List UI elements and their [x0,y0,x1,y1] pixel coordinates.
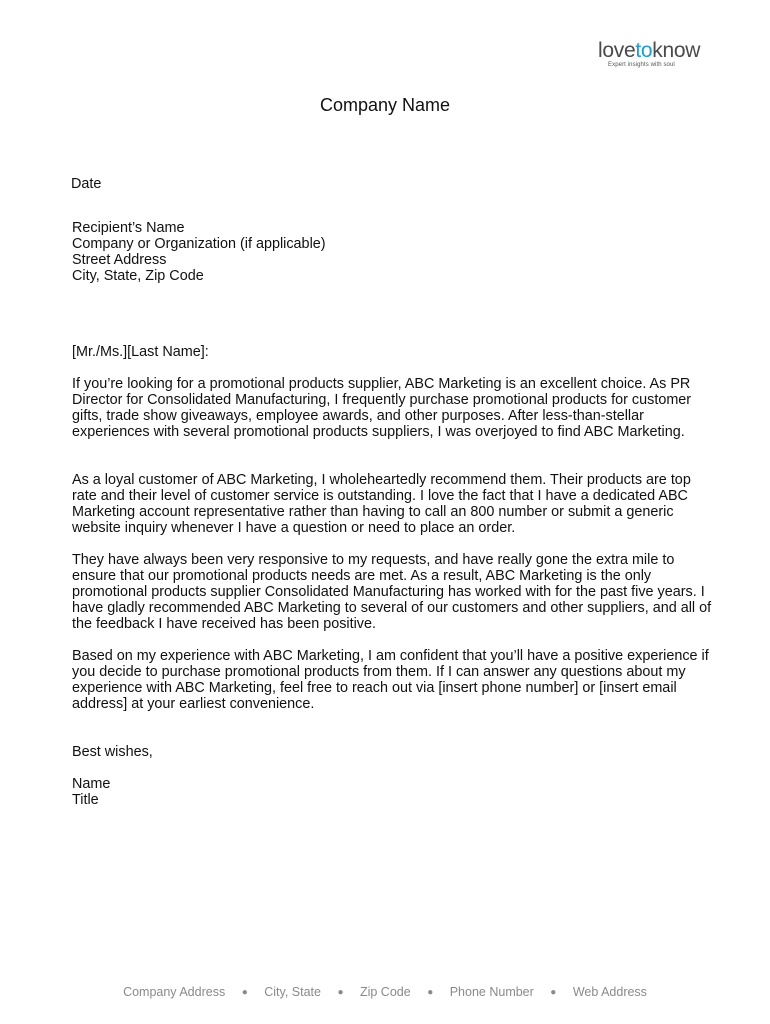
logo-to: to [635,39,653,62]
body-paragraph-3: They have always been very responsive to my requests, and have really gone the extra mile to ensure that our promotional products needs are met. As a result, ABC Marketing is the only promotional products supplier Consolidated Manufacturing has worked with for the past five years. I have gladly recommended ABC Marketing to several of our customers and other suppliers, and all of the feedback I have received has been positive. [72,552,712,632]
body-paragraph-4: Based on my experience with ABC Marketing, I am confident that you’ll have a positive experience if you decide to purchase promotional products from them. If I can answer any questions about my experience with ABC Marketing, feel free to reach out via [insert phone number] or [insert email address] at your earliest convenience. [72,648,709,712]
footer-web-address: Web Address [572,985,647,999]
logo-tagline: Expert insights with soul [608,62,675,68]
salutation: [Mr./Ms.][Last Name]: [72,344,209,360]
company-name-heading: Company Name [319,95,451,115]
recipient-street: Street Address [72,252,167,268]
footer-separator-dot: ● [337,987,344,998]
footer-phone-number: Phone Number [449,985,534,999]
recipient-organization: Company or Organization (if applicable) [72,236,326,252]
signature-name: Name [72,776,111,792]
footer-separator-dot: ● [427,987,434,998]
lovetoknow-logo [598,40,718,68]
logo-love: love [598,39,636,62]
letter-date: Date [71,176,102,192]
recipient-city: City, State, Zip Code [72,268,204,284]
recipient-address-block [72,220,712,284]
logo-know: know [652,39,701,62]
signature-title: Title [72,792,99,808]
body-paragraph-2: As a loyal customer of ABC Marketing, I wholeheartedly recommend them. Their products are top rate and their level of customer service is outstanding. I love the fact that I have a dedicated ABC Marketing account representative rather than having to call an 800 number or submit a generic website inquiry whenever I have a question or need to place an order. [72,472,691,536]
footer-city-state: City, State [264,985,321,999]
footer-company-address: Company Address [123,985,226,999]
footer-separator-dot: ● [550,987,557,998]
recipient-name: Recipient’s Name [72,220,185,236]
footer-separator-dot: ● [241,987,248,998]
body-paragraph-1: If you’re looking for a promotional products supplier, ABC Marketing is an excellent choice. As PR Director for Consolidated Manufacturing, I frequently purchase promotional products for customer gifts, trade show giveaways, employee awards, and other purposes. After less-than-stellar experiences with several promotional products suppliers, I was overjoyed to find ABC Marketing. [72,376,692,440]
closing: Best wishes, [72,744,153,760]
footer-zip-code: Zip Code [359,985,411,999]
letterhead-footer [0,985,770,999]
logo-wordmark [598,40,718,62]
